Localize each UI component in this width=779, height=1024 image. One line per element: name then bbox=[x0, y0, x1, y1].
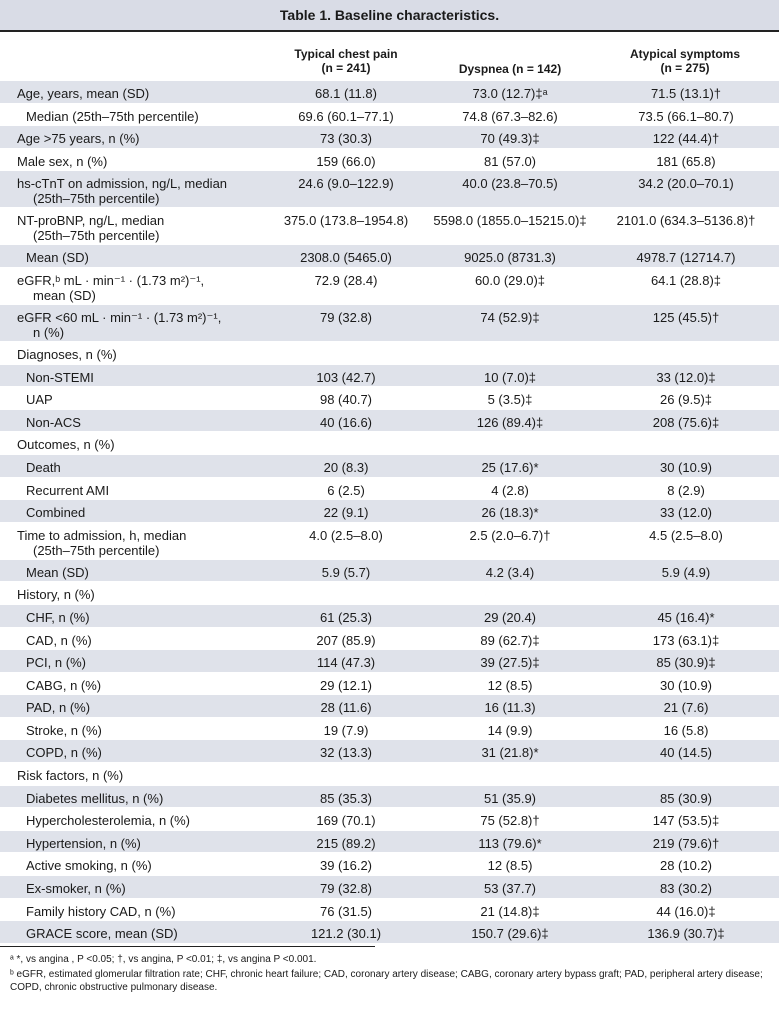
row-label bbox=[26, 858, 152, 873]
table-cell: 181 (65.8) bbox=[656, 153, 716, 169]
row-label-continuation: (25th–75th percentile) bbox=[33, 228, 160, 244]
table-cell: 215 (89.2) bbox=[316, 835, 376, 851]
table-cell: 4978.7 (12714.7) bbox=[636, 250, 736, 266]
table-cell: 136.9 (30.7)‡ bbox=[647, 926, 725, 942]
table-row bbox=[0, 875, 779, 898]
footnote-b: ᵇ eGFR, estimated glomerular filtration rate; CHF, chronic heart failure; CAD, coronary artery disease; CABG, coronary artery bypass graft; PAD, peripheral artery disease; COPD, chronic obstructive pulmonary disease. bbox=[10, 969, 763, 993]
table-cell: 375.0 (173.8–1954.8) bbox=[283, 213, 409, 229]
table-row bbox=[0, 717, 779, 740]
row-label bbox=[17, 768, 123, 783]
row-label-text: Age, years, mean (SD) bbox=[17, 86, 150, 101]
table-cell: 73 (30.3) bbox=[319, 131, 373, 147]
table-row bbox=[0, 694, 779, 717]
table-row bbox=[0, 522, 779, 559]
table-cell: 72.9 (28.4) bbox=[314, 272, 378, 288]
table-cell: 74 (52.9)‡ bbox=[480, 309, 540, 325]
row-label-continuation: (25th–75th percentile) bbox=[33, 191, 160, 207]
row-label bbox=[26, 610, 90, 625]
table-row bbox=[0, 125, 779, 148]
row-label-text: Male sex, n (%) bbox=[17, 153, 108, 169]
table-cell: 21 (7.6) bbox=[663, 700, 709, 716]
row-label-text: Mean (SD) bbox=[26, 250, 89, 266]
row-label-text: UAP bbox=[26, 392, 53, 408]
footnote-a: ᵃ *, vs angina , P <0.05; †, vs angina, P <0.01; ‡, vs angina P <0.001. bbox=[10, 954, 317, 965]
table-cell: 2.5 (2.0–6.7)† bbox=[469, 527, 551, 543]
row-label-text: COPD, n (%) bbox=[26, 745, 102, 761]
table-cell: 85 (30.9)‡ bbox=[656, 655, 716, 671]
row-label bbox=[26, 633, 92, 648]
table-row bbox=[0, 409, 779, 432]
row-label-text: CABG, n (%) bbox=[26, 677, 102, 693]
row-label-text: Non-STEMI bbox=[26, 369, 94, 385]
table-row bbox=[0, 898, 779, 921]
row-label-text: hs-cTnT on admission, ng/L, median bbox=[17, 176, 228, 192]
table-cell: 83 (30.2) bbox=[659, 881, 713, 897]
table-row bbox=[0, 103, 779, 126]
row-label bbox=[26, 745, 102, 760]
table-cell: 114 (47.3) bbox=[316, 655, 376, 671]
row-label bbox=[26, 723, 102, 738]
table-row bbox=[0, 672, 779, 695]
table-cell: 121.2 (30.1) bbox=[310, 926, 382, 942]
table-row bbox=[0, 364, 779, 387]
table-body bbox=[0, 80, 779, 943]
table-title-bar bbox=[0, 0, 779, 32]
row-label-text: PAD, n (%) bbox=[26, 700, 91, 716]
table-cell: 31 (21.8)* bbox=[481, 745, 539, 761]
table-cell: 34.2 (20.0–70.1) bbox=[638, 176, 734, 192]
table-title: Table 1. Baseline characteristics. bbox=[279, 7, 500, 23]
table-cell: 159 (66.0) bbox=[316, 153, 376, 169]
table-cell: 208 (75.6)‡ bbox=[652, 414, 720, 430]
table-cell: 219 (79.6)† bbox=[652, 835, 720, 851]
row-label-continuation: mean (SD) bbox=[33, 287, 96, 303]
table-cell: 126 (89.4)‡ bbox=[476, 414, 544, 430]
row-label-text: Risk factors, n (%) bbox=[17, 768, 124, 784]
table-cell: 64.1 (28.8)‡ bbox=[650, 272, 722, 288]
table-cell: 2101.0 (634.3–5136.8)† bbox=[616, 213, 756, 229]
row-label-text: Family history CAD, n (%) bbox=[26, 903, 176, 919]
row-label-text: PCI, n (%) bbox=[26, 655, 86, 671]
table-row bbox=[0, 170, 779, 207]
row-label-text: Diagnoses, n (%) bbox=[17, 346, 117, 362]
table-cell: 85 (30.9) bbox=[659, 790, 713, 806]
table-cell: 75 (52.8)† bbox=[480, 813, 540, 829]
table-bottom-rule bbox=[0, 946, 375, 947]
row-label bbox=[17, 213, 164, 243]
table-row bbox=[0, 762, 779, 785]
row-label bbox=[26, 392, 53, 407]
table-row bbox=[0, 499, 779, 522]
row-label bbox=[17, 86, 149, 101]
table-row bbox=[0, 581, 779, 604]
table-cell: 85 (35.3) bbox=[319, 790, 373, 806]
row-label-text: Hypercholesterolemia, n (%) bbox=[26, 813, 191, 829]
row-label-text: eGFR <60 mL · min⁻¹ · (1.73 m²)⁻¹, bbox=[17, 309, 222, 325]
table-cell: 28 (11.6) bbox=[320, 700, 372, 716]
table-cell: 45 (16.4)* bbox=[657, 609, 715, 625]
row-label bbox=[26, 791, 163, 806]
row-label-text: Diabetes mellitus, n (%) bbox=[26, 790, 164, 806]
table-row bbox=[0, 267, 779, 304]
row-label-text: CAD, n (%) bbox=[26, 632, 92, 648]
table-row bbox=[0, 807, 779, 830]
table-cell: 20 (8.3) bbox=[323, 459, 369, 475]
table-row bbox=[0, 386, 779, 409]
table-cell: 40.0 (23.8–70.5) bbox=[462, 176, 558, 192]
row-label bbox=[17, 528, 186, 558]
table-cell: 76 (31.5) bbox=[319, 903, 373, 919]
row-label-text: Ex-smoker, n (%) bbox=[26, 881, 126, 897]
table-row bbox=[0, 244, 779, 267]
row-label-text: Recurrent AMI bbox=[26, 482, 110, 498]
row-label bbox=[17, 273, 204, 303]
row-label bbox=[26, 813, 190, 828]
column-header-row bbox=[0, 37, 779, 80]
row-label bbox=[26, 483, 109, 498]
table-cell: 21 (14.8)‡ bbox=[480, 903, 540, 919]
row-label-text: Combined bbox=[26, 505, 86, 521]
row-label bbox=[17, 437, 115, 452]
table-cell: 73.0 (12.7)‡ᵃ bbox=[472, 86, 548, 101]
table-cell: 26 (18.3)* bbox=[481, 505, 539, 521]
table-cell: 74.8 (67.3–82.6) bbox=[462, 108, 558, 124]
table-cell: 39 (27.5)‡ bbox=[480, 655, 540, 671]
table-row bbox=[0, 920, 779, 943]
table-row bbox=[0, 830, 779, 853]
table-cell: 4.0 (2.5–8.0) bbox=[309, 527, 383, 543]
row-label bbox=[26, 370, 94, 385]
row-label-text: Death bbox=[26, 459, 61, 475]
table-cell: 69.6 (60.1–77.1) bbox=[298, 108, 394, 124]
row-label bbox=[26, 926, 178, 941]
row-label bbox=[26, 904, 176, 919]
table-row bbox=[0, 649, 779, 672]
table-cell: 44 (16.0)‡ bbox=[656, 903, 716, 919]
table-cell: 113 (79.6)* bbox=[478, 835, 542, 851]
row-label-text: NT-proBNP, ng/L, median bbox=[17, 213, 165, 229]
table-row bbox=[0, 559, 779, 582]
table-cell: 12 (8.5) bbox=[487, 677, 533, 693]
table-cell: 70 (49.3)‡ bbox=[480, 131, 540, 147]
table-cell: 33 (12.0) bbox=[659, 505, 713, 521]
table-cell: 39 (16.2) bbox=[319, 858, 373, 874]
row-label bbox=[26, 836, 141, 851]
table-cell: 22 (9.1) bbox=[323, 505, 369, 521]
row-label bbox=[17, 131, 139, 146]
row-label-text: Outcomes, n (%) bbox=[17, 437, 115, 453]
table-row bbox=[0, 80, 779, 103]
table-cell: 9025.0 (8731.3) bbox=[464, 250, 556, 266]
table-row bbox=[0, 739, 779, 762]
table-cell: 79 (32.8) bbox=[319, 881, 373, 897]
table-cell: 5.9 (5.7) bbox=[321, 564, 371, 580]
table-cell: 5.9 (4.9) bbox=[661, 564, 711, 580]
table-cell: 14 (9.9) bbox=[487, 722, 533, 738]
table-cell: 4.5 (2.5–8.0) bbox=[649, 527, 723, 543]
table-row bbox=[0, 785, 779, 808]
table-cell: 60.0 (29.0)‡ bbox=[474, 272, 546, 288]
table-cell: 16 (11.3) bbox=[484, 700, 536, 716]
table-cell: 29 (12.1) bbox=[319, 677, 373, 693]
table-cell: 24.6 (9.0–122.9) bbox=[298, 176, 394, 192]
row-label bbox=[17, 154, 107, 169]
row-label-continuation: (25th–75th percentile) bbox=[33, 542, 160, 558]
table-cell: 89 (62.7)‡ bbox=[480, 632, 540, 648]
table-cell: 32 (13.3) bbox=[319, 745, 373, 761]
row-label bbox=[26, 250, 89, 265]
table-cell: 81 (57.0) bbox=[483, 153, 537, 169]
column-header-dyspnea: Dyspnea (n = 142) bbox=[458, 62, 562, 76]
table-cell: 25 (17.6)* bbox=[481, 459, 539, 475]
table-cell: 147 (53.5)‡ bbox=[652, 813, 720, 829]
row-label-text: Mean (SD) bbox=[26, 564, 89, 580]
table-cell: 173 (63.1)‡ bbox=[652, 632, 720, 648]
table-cell: 12 (8.5) bbox=[487, 858, 533, 874]
row-label bbox=[17, 587, 95, 602]
column-header-atypical-symptoms: Atypical symptoms (n = 275) bbox=[629, 47, 741, 75]
table-cell: 16 (5.8) bbox=[663, 722, 709, 738]
table-cell: 5 (3.5)‡ bbox=[487, 392, 533, 408]
table-cell: 169 (70.1) bbox=[316, 813, 376, 829]
row-label-text: Time to admission, h, median bbox=[17, 527, 187, 543]
row-label-text: Non-ACS bbox=[26, 414, 81, 430]
row-label bbox=[26, 700, 90, 715]
row-label bbox=[26, 565, 89, 580]
table-cell: 29 (20.4) bbox=[483, 609, 537, 625]
table-cell: 30 (10.9) bbox=[659, 677, 713, 693]
row-label bbox=[17, 176, 227, 206]
row-label-text: eGFR,ᵇ mL · min⁻¹ · (1.73 m²)⁻¹, bbox=[17, 272, 205, 288]
row-label bbox=[17, 347, 117, 362]
table-cell: 122 (44.4)† bbox=[652, 131, 720, 147]
table-row bbox=[0, 454, 779, 477]
row-label-text: History, n (%) bbox=[17, 587, 95, 603]
row-label-text: Stroke, n (%) bbox=[26, 722, 102, 738]
row-label-text: Median (25th–75th percentile) bbox=[26, 108, 199, 124]
table-cell: 125 (45.5)† bbox=[652, 309, 720, 325]
row-label-text: GRACE score, mean (SD) bbox=[26, 926, 178, 942]
table-row bbox=[0, 604, 779, 627]
table-cell: 40 (14.5) bbox=[659, 745, 713, 761]
table-cell: 10 (7.0)‡ bbox=[483, 369, 537, 385]
table-cell: 8 (2.9) bbox=[667, 482, 705, 498]
row-label-text: Active smoking, n (%) bbox=[26, 858, 152, 874]
row-label bbox=[26, 655, 86, 670]
table-cell: 53 (37.7) bbox=[483, 881, 537, 897]
table-cell: 207 (85.9) bbox=[316, 632, 376, 648]
row-label bbox=[26, 881, 126, 896]
table-cell: 26 (9.5)‡ bbox=[659, 392, 713, 408]
table-row bbox=[0, 341, 779, 364]
table-cell: 6 (2.5) bbox=[327, 482, 365, 498]
table-cell: 68.1 (11.8) bbox=[315, 86, 377, 101]
table-cell: 4 (2.8) bbox=[491, 482, 529, 498]
row-label bbox=[17, 310, 221, 340]
table-cell: 51 (35.9) bbox=[483, 790, 537, 806]
row-label bbox=[26, 109, 199, 124]
table-row bbox=[0, 852, 779, 875]
table-cell: 40 (16.6) bbox=[319, 414, 373, 430]
table-cell: 71.5 (13.1)† bbox=[650, 86, 722, 101]
row-label bbox=[26, 460, 61, 475]
table-cell: 79 (32.8) bbox=[319, 309, 373, 325]
table-cell: 103 (42.7) bbox=[316, 369, 376, 385]
table-cell: 19 (7.9) bbox=[323, 722, 369, 738]
table-cell: 150.7 (29.6)‡ bbox=[471, 926, 549, 942]
row-label bbox=[26, 505, 85, 520]
table-row bbox=[0, 627, 779, 650]
row-label bbox=[26, 415, 81, 430]
table-cell: 30 (10.9) bbox=[659, 459, 713, 475]
table-cell: 28 (10.2) bbox=[659, 858, 713, 874]
row-label-continuation: n (%) bbox=[33, 324, 65, 340]
table-cell: 5598.0 (1855.0–15215.0)‡ bbox=[433, 213, 587, 229]
row-label bbox=[26, 678, 101, 693]
row-label-text: CHF, n (%) bbox=[26, 609, 90, 625]
table-cell: 98 (40.7) bbox=[319, 392, 373, 408]
table-cell: 4.2 (3.4) bbox=[485, 564, 535, 580]
table-row bbox=[0, 148, 779, 171]
column-header-typical-chest-pain: Typical chest pain (n = 241) bbox=[294, 47, 398, 75]
table-row bbox=[0, 207, 779, 244]
table-cell: 33 (12.0)‡ bbox=[656, 369, 716, 385]
table-row bbox=[0, 304, 779, 341]
table-cell: 61 (25.3) bbox=[319, 609, 373, 625]
row-label-text: Hypertension, n (%) bbox=[26, 835, 141, 851]
table-row bbox=[0, 477, 779, 500]
table-row bbox=[0, 431, 779, 454]
row-label-text: Age >75 years, n (%) bbox=[17, 131, 140, 147]
table-cell: 73.5 (66.1–80.7) bbox=[638, 108, 734, 124]
table-cell: 2308.0 (5465.0) bbox=[300, 250, 392, 266]
